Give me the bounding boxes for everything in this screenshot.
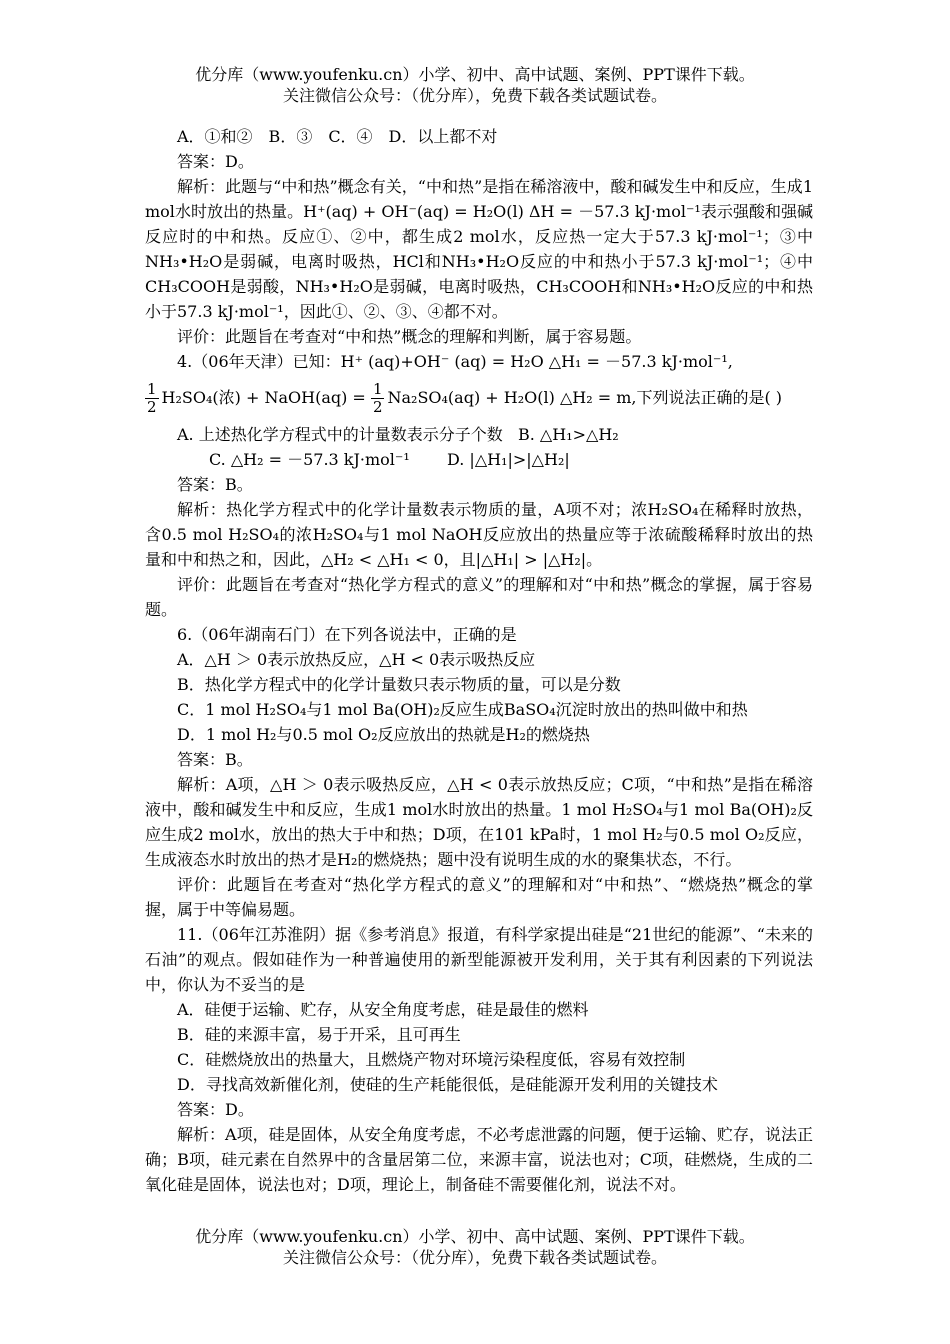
q6-option-a: A．△H ＞ 0表示放热反应，△H < 0表示吸热反应 bbox=[177, 650, 536, 669]
q11-option-d: D．寻找高效新催化剂，使硅的生产耗能很低，是硅能源开发利用的关键技术 bbox=[177, 1075, 718, 1094]
page-footer bbox=[0, 1226, 950, 1268]
q6-stem: 6.（06年湖南石门）在下列各说法中，正确的是 bbox=[177, 625, 517, 644]
q11-option-b: B．硅的来源丰富，易于开采，且可再生 bbox=[177, 1025, 461, 1044]
q4-options-cd bbox=[145, 447, 813, 472]
q4-option-d: D. |△H₁|>|△H₂| bbox=[447, 450, 570, 469]
q3-comment: 评价：此题旨在考查对“中和热”概念的理解和判断，属于容易题。 bbox=[177, 327, 642, 346]
document-body bbox=[145, 124, 813, 1197]
q4-stem: 4.（06年天津）已知：H⁺ (aq)+OH⁻ (aq) = H₂O △H₁ = －57.3 kJ·mol⁻¹, bbox=[177, 352, 733, 371]
q11-answer: 答案：D。 bbox=[177, 1100, 254, 1119]
q6-option-b: B．热化学方程式中的化学计量数只表示物质的量，可以是分数 bbox=[177, 675, 621, 694]
q3-options: A．①和② B．③ C．④ D．以上都不对 bbox=[177, 127, 498, 146]
header-line-2: 关注微信公众号：（优分库），免费下载各类试题试卷。 bbox=[282, 86, 667, 105]
q4-option-a: A. 上述热化学方程式中的计量数表示分子个数 bbox=[177, 425, 503, 444]
q6-option-d: D．1 mol H₂与0.5 mol O₂反应放出的热就是H₂的燃烧热 bbox=[177, 725, 590, 744]
q11-option-c: C．硅燃烧放出的热量大，且燃烧产物对环境污染程度低，容易有效控制 bbox=[177, 1050, 686, 1069]
q4-comment: 评价：此题旨在考查对“热化学方程式的意义”的理解和对“中和热”概念的掌握，属于容易题。 bbox=[145, 575, 813, 619]
q6-analysis: 解析：A项，△H ＞ 0表示吸热反应，△H < 0表示放热反应；C项，“中和热”是指在稀溶液中，酸和碱发生中和反应，生成1 mol水时放出的热量。1 mol H₂SO₄与1 mol Ba(OH)₂反应生成2 mol水，放出的热大于中和热；D项，在101 kPa时，1 mol H₂与0.5 mol O₂反应，生成液态水时放出的热才是H₂的燃烧热；题中没有说明生成的水的聚集状态，不行。 bbox=[145, 775, 813, 869]
q11-analysis: 解析：A项，硅是固体，从安全角度考虑，不必考虑泄露的问题，便于运输、贮存，说法正确；B项，硅元素在自然界中的含量居第二位，来源丰富，说法也对；C项，硅燃烧，生成的二氧化硅是固体，说法也对；D项，理论上，制备硅不需要催化剂，说法不对。 bbox=[145, 1125, 813, 1194]
footer-line-1: 优分库（www.youfenku.cn）小学、初中、高中试题、案例、PPT课件下载。 bbox=[195, 1227, 755, 1246]
q11-stem: 11.（06年江苏淮阴）据《参考消息》报道，有科学家提出硅是“21世纪的能源”、“未来的石油”的观点。假如硅作为一种普遍使用的新型能源被开发利用，关于其有利因素的下列说法中，你认为不妥当的是 bbox=[145, 925, 813, 994]
page-header bbox=[0, 64, 950, 106]
q3-analysis: 解析：此题与“中和热”概念有关，“中和热”是指在稀溶液中，酸和碱发生中和反应，生成1 mol水时放出的热量。H⁺(aq) + OH⁻(aq) = H₂O(l) ΔH = －57.3 kJ·mol⁻¹表示强酸和强碱反应时的中和热。反应①、②中，都生成2 mol水，反应热一定大于57.3 kJ·mol⁻¹；③中NH₃•H₂O是弱碱，电离时吸热，HCl和NH₃•H₂O反应的中和热小于57.3 kJ·mol⁻¹；④中CH₃COOH是弱酸，NH₃•H₂O是弱碱，电离时吸热，CH₃COOH和NH₃•H₂O反应的中和热小于57.3 kJ·mol⁻¹，因此①、②、③、④都不对。 bbox=[145, 177, 813, 321]
q3-answer: 答案：D。 bbox=[177, 152, 254, 171]
q6-comment: 评价：此题旨在考查对“热化学方程式的意义”的理解和对“中和热”、“燃烧热”概念的掌握，属于中等偏易题。 bbox=[145, 875, 813, 919]
q4-equation-part1: H₂SO₄(浓) + NaOH(aq) = bbox=[161, 388, 366, 407]
fraction-one-half: $\frac{1}{2}$ bbox=[372, 380, 383, 416]
q6-option-c: C．1 mol H₂SO₄与1 mol Ba(OH)₂反应生成BaSO₄沉淀时放出的热叫做中和热 bbox=[177, 700, 748, 719]
q4-equation bbox=[145, 374, 813, 422]
q11-option-a: A．硅便于运输、贮存，从安全角度考虑，硅是最佳的燃料 bbox=[177, 1000, 589, 1019]
q4-options-ab bbox=[145, 422, 813, 447]
q4-option-c: C. △H₂ = －57.3 kJ·mol⁻¹ bbox=[209, 450, 410, 469]
footer-line-2: 关注微信公众号：（优分库），免费下载各类试题试卷。 bbox=[282, 1248, 667, 1267]
q4-answer: 答案：B。 bbox=[177, 475, 253, 494]
q4-option-b: B. △H₁>△H₂ bbox=[518, 425, 619, 444]
q4-analysis: 解析：热化学方程式中的化学计量数表示物质的量，A项不对；浓H₂SO₄在稀释时放热，含0.5 mol H₂SO₄的浓H₂SO₄与1 mol NaOH反应放出的热量应等于浓硫酸稀释时放出的热量和中和热之和，因此，△H₂ < △H₁ < 0，且|△H₁| > |△H₂|。 bbox=[145, 500, 813, 569]
q4-equation-part2: Na₂SO₄(aq) + H₂O(l) △H₂ = m,下列说法正确的是( ) bbox=[387, 388, 783, 407]
q6-answer: 答案：B。 bbox=[177, 750, 253, 769]
header-line-1: 优分库（www.youfenku.cn）小学、初中、高中试题、案例、PPT课件下载。 bbox=[195, 65, 755, 84]
fraction-one-half: $\frac{1}{2}$ bbox=[147, 380, 157, 416]
